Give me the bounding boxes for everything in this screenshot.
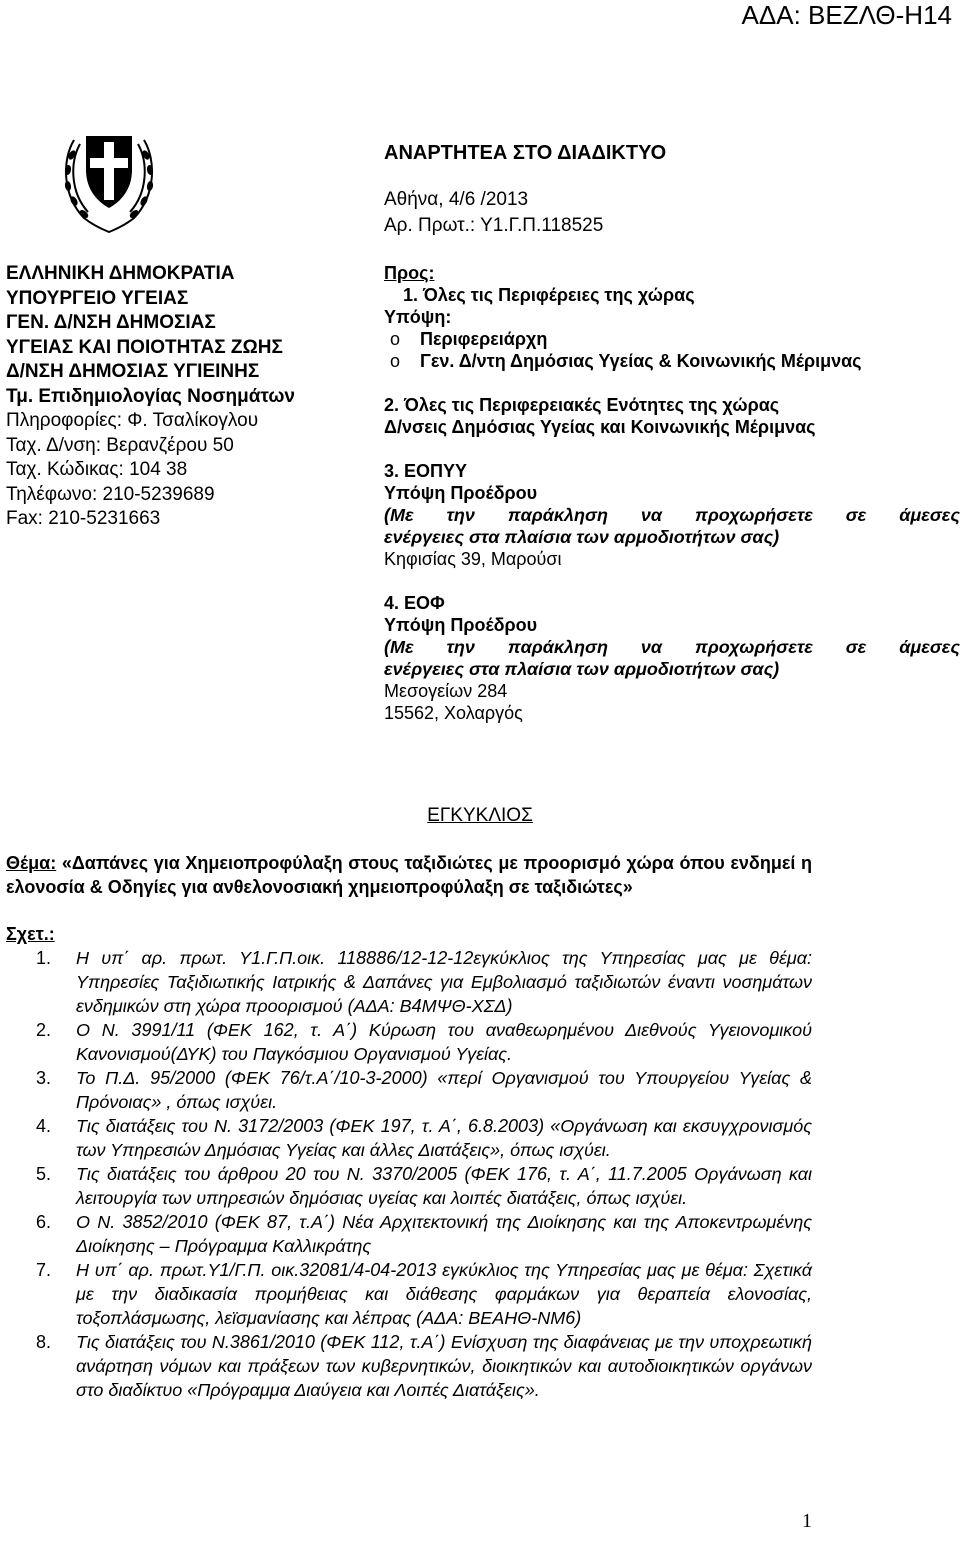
- recipients-block: [384, 262, 960, 724]
- sender-line: ΥΓΕΙΑΣ ΚΑΙ ΠΟΙΟΤΗΤΑΣ ΖΩΗΣ: [6, 336, 283, 358]
- reference-number: 2.: [36, 1020, 52, 1040]
- references: [6, 922, 812, 1402]
- reference-item: [6, 1162, 812, 1210]
- reference-text: Τις διατάξεις του Ν.3861/2010 (ΦΕΚ 112, τ.Α΄) Ενίσχυση της διαφάνειας με την υποχρεωτική ανάρτηση νόμων και πράξεων των κυβερνητικών, διοικητικών και αυτοδιοικητικών οργάνων στο διαδίκτυο «Πρόγραμμα Διαύγεια και Λοιπές Διατάξεις».: [76, 1332, 812, 1400]
- recipient-4-note: (Με την παράκληση να προχωρήσετε σε άμεσες: [384, 637, 960, 657]
- recipient-3-attn: Υπόψη Προέδρου: [384, 483, 538, 503]
- reference-item: [6, 1210, 812, 1258]
- contact-line: Fax: 210-5231663: [6, 508, 161, 529]
- recipient-3-note: (Με την παράκληση να προχωρήσετε σε άμεσες: [384, 505, 960, 525]
- recipient-4-address: 15562, Χολαργός: [384, 703, 523, 723]
- cc-item: o Περιφερειάρχη: [390, 329, 548, 349]
- reference-number: 7.: [36, 1260, 52, 1280]
- recipient-4-note: ενέργειες στα πλαίσια των αρμοδιοτήτων σας): [384, 659, 780, 679]
- reference-number: 8.: [36, 1332, 52, 1352]
- recipient-4-attn: Υπόψη Προέδρου: [384, 615, 538, 635]
- cc-item-text: Περιφερειάρχη: [420, 329, 548, 349]
- circular-title: ΕΓΚΥΚΛΙΟΣ: [427, 805, 533, 826]
- publish-notice: ΑΝΑΡΤΗΤΕΑ ΣΤΟ ΔΙΑΔΙΚΤΥΟ: [384, 142, 667, 164]
- recipient-1: 1. Όλες τις Περιφέρειες της χώρας: [403, 285, 695, 305]
- ada-code: ΑΔΑ: ΒΕΖΛΘ-Η14: [741, 0, 952, 30]
- reference-item: [6, 1018, 812, 1066]
- reference-item: [6, 1066, 812, 1114]
- reference-text: Το Π.Δ. 95/2000 (ΦΕΚ 76/τ.Α΄/10-3-2000) «περί Οργανισμού του Υπουργείου Υγείας & Πρόνοιας» , όπως ισχύει.: [76, 1068, 812, 1112]
- recipient-4-address: Μεσογείων 284: [384, 681, 508, 701]
- document-date: Αθήνα, 4/6 /2013: [384, 189, 529, 210]
- cc-item-text: Γεν. Δ/ντη Δημόσιας Υγείας & Κοινωνικής Μέριμνας: [420, 351, 862, 371]
- greek-emblem-icon: [54, 110, 164, 238]
- reference-item: [6, 946, 812, 1018]
- recipient-2: 2. Όλες τις Περιφερειακές Ενότητες της χώρας: [384, 395, 780, 415]
- reference-text: Τις διατάξεις του Ν. 3172/2003 (ΦΕΚ 197, τ. Α΄, 6.8.2003) «Οργάνωση και εκσυγχρονισμός των Υπηρεσιών Δημόσιας Υγείας και άλλες Διατάξεις», όπως ισχύει.: [76, 1116, 812, 1160]
- reference-text: Ο Ν. 3991/11 (ΦΕΚ 162, τ. Α΄) Κύρωση του αναθεωρημένου Διεθνούς Υγειονομικού Κανονισμού(ΔΥΚ) του Παγκόσμιου Οργανισμού Υγείας.: [76, 1020, 812, 1064]
- sender-line: Τμ. Επιδημιολογίας Νοσημάτων: [6, 385, 295, 407]
- subject-text: «Δαπάνες για Χημειοπροφύλαξη στους ταξιδιώτες με προορισμό χώρα όπου ενδημεί η ελονοσία & Οδηγίες για ανθελονοσιακή χημειοπροφύλαξη σε ταξιδιώτες»: [6, 853, 812, 897]
- contact-line: Ταχ. Κώδικας: 104 38: [6, 459, 188, 480]
- sender-line: ΥΠΟΥΡΓΕΙΟ ΥΓΕΙΑΣ: [6, 287, 189, 309]
- cc-item: o Γεν. Δ/ντη Δημόσιας Υγείας & Κοινωνικής Μέριμνας: [390, 351, 862, 371]
- reference-item: [6, 1114, 812, 1162]
- reference-text: Η υπ΄ αρ. πρωτ.Υ1/Γ.Π. οικ.32081/4-04-2013 εγκύκλιος της Υπηρεσίας μας με θέμα: Σχετικά με την διαδικασία προμήθειας και διάθεσης φαρμάκων για θεραπεία ελονοσίας, τοξοπλάσμωσης, λεϊσμανίασης και λέπρας (ΑΔΑ: ΒΕΑΗΘ-ΝΜ6): [76, 1260, 812, 1328]
- sender-line: ΓΕΝ. Δ/ΝΣΗ ΔΗΜΟΣΙΑΣ: [6, 312, 216, 333]
- reference-text: Ο Ν. 3852/2010 (ΦΕΚ 87, τ.Α΄) Νέα Αρχιτεκτονική της Διοίκησης και της Αποκεντρωμένης Διοίκησης – Πρόγραμμα Καλλικράτης: [76, 1212, 812, 1256]
- recipient-3: 3. ΕΟΠΥΥ: [384, 461, 468, 481]
- sender-block: [6, 262, 346, 532]
- contact-line: Ταχ. Δ/νση: Βερανζέρου 50: [6, 434, 234, 456]
- reference-item: [6, 1330, 812, 1402]
- recipient-2-dept: Δ/νσεις Δημόσιας Υγείας και Κοινωνικής Μέριμνας: [384, 417, 816, 437]
- subject: [6, 851, 812, 899]
- reference-text: Η υπ΄ αρ. πρωτ. Υ1.Γ.Π.οικ. 118886/12-12-12εγκύκλιος της Υπηρεσίας μας με θέμα: Υπηρεσίες Ταξιδιωτικής Ιατρικής & Δαπάνες για Εμβολιασμό ταξιδιωτών έναντι νοσημάτων ενδημικών στη χώρα προορισμού (ΑΔΑ: Β4ΜΨΘ-ΧΣΔ): [76, 948, 812, 1016]
- reference-number: 3.: [36, 1068, 52, 1088]
- sender-line: ΕΛΛΗΝΙΚΗ ΔΗΜΟΚΡΑΤΙΑ: [6, 263, 235, 284]
- subject-label: Θέμα:: [6, 853, 57, 873]
- reference-item: [6, 1258, 812, 1330]
- contact-line: Πληροφορίες: Φ. Τσαλίκογλου: [6, 410, 259, 431]
- page-number: 1: [802, 1510, 812, 1532]
- reference-number: 4.: [36, 1116, 52, 1136]
- recipient-3-address: Κηφισίας 39, Μαρούσι: [384, 549, 562, 569]
- cc-label: Υπόψη:: [384, 307, 452, 327]
- reference-text: Τις διατάξεις του άρθρου 20 του Ν. 3370/2005 (ΦΕΚ 176, τ. Α΄, 11.7.2005 Οργάνωση και λειτουργία των υπηρεσιών δημόσιας υγείας και λοιπές διατάξεις, όπως ισχύει.: [76, 1164, 812, 1208]
- reference-number: 6.: [36, 1212, 52, 1232]
- recipient-4: 4. ΕΟΦ: [384, 593, 445, 613]
- references-label: Σχετ.:: [6, 924, 55, 944]
- document-header: [384, 140, 666, 239]
- reference-number: 5.: [36, 1164, 52, 1184]
- contact-line: Τηλέφωνο: 210-5239689: [6, 483, 215, 505]
- protocol-number: Αρ. Πρωτ.: Υ1.Γ.Π.118525: [384, 215, 604, 236]
- to-label: Προς:: [384, 263, 435, 283]
- recipient-3-note: ενέργειες στα πλαίσια των αρμοδιοτήτων σας): [384, 527, 780, 547]
- reference-number: 1.: [36, 948, 52, 968]
- sender-line: Δ/ΝΣΗ ΔΗΜΟΣΙΑΣ ΥΓΙΕΙΝΗΣ: [6, 361, 260, 382]
